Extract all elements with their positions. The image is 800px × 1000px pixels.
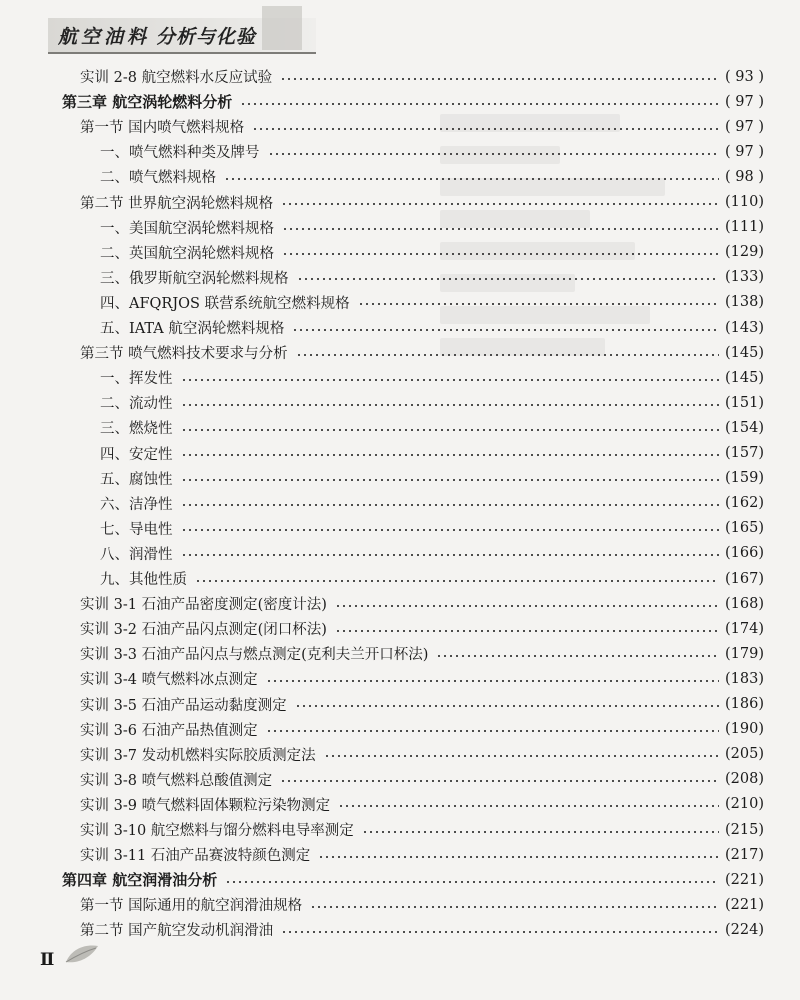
toc-entry-page: (221): [725, 871, 764, 888]
toc-entry-label: 实训 2-8 航空燃料水反应试验: [80, 70, 273, 86]
dot-leader: [181, 377, 720, 383]
toc-entry-label: 五、腐蚀性: [100, 471, 173, 488]
toc-entry-label: 第二节 国产航空发动机润滑油: [80, 923, 274, 940]
dot-leader: [195, 578, 719, 584]
toc-entry-sub: [100, 441, 764, 466]
dot-leader: [335, 603, 719, 609]
toc-entry-section: [80, 114, 764, 139]
dot-leader: [266, 728, 719, 734]
toc-entry-page: (183): [725, 670, 764, 687]
toc-entry-lab: [80, 692, 764, 717]
toc-entry-label: 第四章 航空润滑油分析: [62, 871, 218, 890]
toc-entry-page: ( 98 ): [725, 168, 764, 185]
toc-entry-page: (205): [725, 746, 764, 763]
toc-entry-section: [80, 892, 764, 917]
dot-leader: [268, 151, 720, 157]
toc-entry-page: ( 97 ): [725, 118, 764, 135]
toc-entry-page: (208): [725, 771, 764, 788]
toc-entry-page: (145): [725, 344, 764, 361]
toc-entry-sub: [100, 390, 764, 415]
dot-leader: [281, 201, 719, 207]
book-title-main: 航空油料: [58, 26, 151, 48]
dot-leader: [282, 251, 719, 257]
dot-leader: [181, 427, 720, 433]
toc-entry-label: 第一节 国际通用的航空润滑油规格: [80, 898, 303, 915]
toc-entry-label: 五、IATA 航空涡轮燃料规格: [100, 321, 285, 337]
toc-entry-lab: [80, 641, 764, 666]
toc-entry-page: (186): [725, 696, 764, 712]
toc-entry-label: 一、美国航空涡轮燃料规格: [100, 220, 274, 237]
toc-entry-item: [80, 64, 764, 89]
dot-leader: [324, 753, 719, 759]
toc-entry-lab: [80, 767, 764, 792]
toc-entry-sub: [100, 240, 764, 265]
toc-entry-sub: [100, 541, 764, 566]
toc-entry-page: (221): [725, 896, 764, 913]
toc-entry-label: 二、流动性: [100, 396, 173, 413]
toc-entry-section: [80, 190, 764, 215]
toc-entry-label: 六、洁净性: [100, 496, 173, 513]
dot-leader: [252, 126, 719, 132]
toc-entry-label: 四、AFQRJOS 联营系统航空燃料规格: [100, 295, 350, 312]
leaf-ornament-icon: [62, 940, 102, 970]
toc-entry-label: 实训 3-9 喷气燃料固体颗粒污染物测定: [80, 797, 331, 814]
toc-entry-sub: [100, 415, 764, 440]
dot-leader: [436, 653, 719, 659]
toc-entry-section: [80, 917, 764, 942]
toc-entry-label: 实训 3-5 石油产品运动黏度测定: [80, 697, 287, 714]
dot-leader: [281, 929, 719, 935]
toc-entry-label: 第三节 喷气燃料技术要求与分析: [80, 346, 288, 363]
dot-leader: [240, 101, 719, 107]
dot-leader: [318, 854, 719, 860]
toc-entry-sub: [100, 164, 764, 189]
dot-leader: [181, 452, 720, 458]
toc-entry-lab: [80, 792, 764, 817]
toc-entry-label: 实训 3-8 喷气燃料总酸值测定: [80, 772, 273, 789]
toc-entry-page: (167): [725, 570, 764, 587]
toc-entry-page: (157): [725, 445, 764, 461]
dot-leader: [266, 678, 719, 684]
dot-leader: [296, 352, 719, 358]
toc-entry-page: (165): [725, 520, 764, 537]
toc-entry-page: (159): [725, 470, 764, 487]
toc-entry-label: 实训 3-4 喷气燃料冰点测定: [80, 672, 258, 689]
dot-leader: [224, 176, 719, 182]
dot-leader: [358, 301, 719, 307]
toc-entry-sub: [100, 516, 764, 541]
toc-entry-label: 第二节 世界航空涡轮燃料规格: [80, 195, 274, 212]
toc-entry-label: 八、润滑性: [100, 546, 173, 563]
dot-leader: [338, 803, 719, 809]
toc-entry-label: 实训 3-10 航空燃料与馏分燃料电导率测定: [80, 823, 354, 839]
toc-entry-sub: [100, 215, 764, 240]
toc-entry-lab: [80, 842, 764, 867]
toc-entry-label: 第三章 航空涡轮燃料分析: [62, 93, 233, 112]
toc-entry-section: [80, 340, 764, 365]
toc-entry-page: (217): [725, 846, 764, 863]
dot-leader: [280, 778, 719, 784]
toc-entry-page: (224): [725, 921, 764, 938]
page-number: Ⅱ: [40, 950, 55, 970]
toc-entry-sub: [100, 139, 764, 164]
toc-entry-label: 三、燃烧性: [100, 421, 173, 438]
toc-entry-page: (168): [725, 595, 764, 612]
toc-entry-label: 实训 3-2 石油产品闪点测定(闭口杯法): [80, 622, 327, 639]
toc-entry-sub: [100, 290, 764, 315]
book-title-sub: 分析与化验: [156, 26, 257, 48]
toc-entry-label: 第一节 国内喷气燃料规格: [80, 120, 245, 137]
toc-entry-lab: [80, 742, 764, 767]
toc-entry-lab: [80, 666, 764, 691]
toc-entry-page: (110): [725, 194, 764, 210]
toc-entry-chapter: [62, 89, 764, 114]
toc-entry-lab: [80, 616, 764, 641]
toc-entry-label: 四、安定性: [100, 446, 173, 463]
dot-leader: [181, 402, 720, 408]
toc-entry-page: (111): [725, 219, 764, 236]
toc-entry-sub: [100, 566, 764, 591]
toc-entry-page: (143): [725, 319, 764, 336]
dot-leader: [335, 628, 719, 634]
toc-entry-label: 一、喷气燃料种类及牌号: [100, 145, 260, 162]
toc-entry-page: (145): [725, 369, 764, 386]
toc-entry-page: (174): [725, 620, 764, 637]
toc-entry-label: 九、其他性质: [100, 572, 187, 588]
toc-entry-page: ( 93 ): [725, 68, 764, 85]
toc-entry-page: (154): [725, 419, 764, 436]
toc-entry-page: ( 97 ): [725, 143, 764, 160]
toc-entry-label: 实训 3-11 石油产品赛波特颜色测定: [80, 848, 311, 865]
toc-entry-chapter: [62, 867, 764, 892]
toc-entry-label: 二、英国航空涡轮燃料规格: [100, 245, 274, 262]
toc-entry-label: 实训 3-7 发动机燃料实际胶质测定法: [80, 747, 316, 764]
toc-entry-page: (138): [725, 294, 764, 311]
dot-leader: [295, 703, 719, 709]
dot-leader: [310, 904, 719, 910]
toc-entry-page: (210): [725, 796, 764, 813]
dot-leader: [181, 527, 720, 533]
dot-leader: [297, 276, 720, 282]
toc-entry-label: 实训 3-3 石油产品闪点与燃点测定(克利夫兰开口杯法): [80, 647, 429, 664]
toc-entry-sub: [100, 491, 764, 516]
toc-entry-page: (151): [725, 394, 764, 411]
toc-entry-sub: [100, 265, 764, 290]
dot-leader: [181, 552, 720, 558]
toc-entry-label: 七、导电性: [100, 521, 173, 538]
toc-entry-page: (190): [725, 721, 764, 738]
toc-entry-label: 实训 3-1 石油产品密度测定(密度计法): [80, 597, 327, 614]
toc-entry-page: ( 97 ): [725, 93, 764, 110]
dot-leader: [292, 327, 719, 333]
toc-entry-sub: [100, 365, 764, 390]
dot-leader: [280, 76, 719, 82]
dot-leader: [181, 502, 720, 508]
dot-leader: [282, 226, 719, 232]
header-decoration: [262, 6, 302, 50]
toc-entry-label: 实训 3-6 石油产品热值测定: [80, 722, 258, 739]
toc-entry-lab: [80, 717, 764, 742]
toc-entry-label: 一、挥发性: [100, 371, 173, 388]
toc-entry-label: 三、俄罗斯航空涡轮燃料规格: [100, 270, 289, 287]
toc-entry-page: (133): [725, 269, 764, 286]
toc-entry-sub: [100, 466, 764, 491]
toc-entry-page: (179): [725, 645, 764, 662]
running-header: [0, 0, 800, 64]
toc-entry-page: (166): [725, 545, 764, 562]
toc-entry-page: (129): [725, 244, 764, 261]
toc-entry-page: (162): [725, 495, 764, 512]
toc-entry-lab: [80, 591, 764, 616]
book-title: [58, 22, 256, 49]
toc-entry-lab: [80, 817, 764, 842]
toc-entry-label: 二、喷气燃料规格: [100, 170, 216, 187]
toc-entry-sub: [100, 315, 764, 340]
toc-entry-page: (215): [725, 821, 764, 838]
dot-leader: [362, 829, 719, 835]
dot-leader: [181, 477, 720, 483]
dot-leader: [225, 879, 719, 885]
